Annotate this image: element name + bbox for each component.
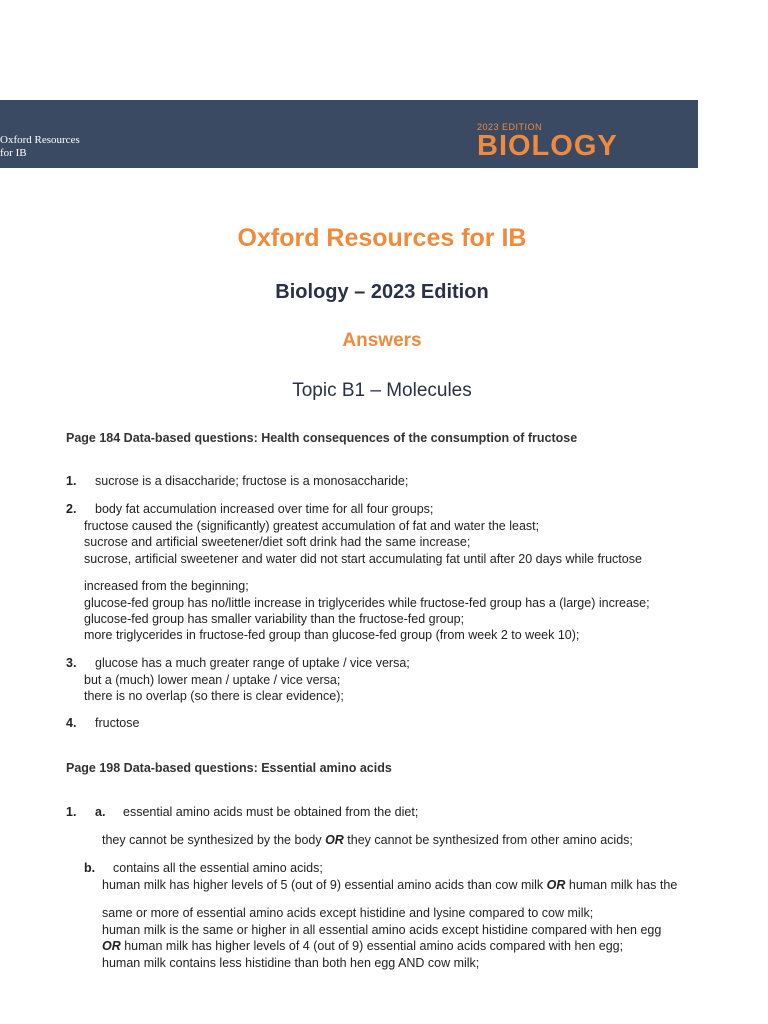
answer-line: sucrose is a disaccharide; fructose is a monosaccharide; — [95, 474, 409, 488]
answer-line: same or more of essential amino acids except histidine and lysine compared to cow milk; — [102, 906, 594, 920]
question-number-4: 4. — [66, 716, 77, 730]
section-heading-page-198: Page 198 Data-based questions: Essential amino acids — [66, 761, 392, 775]
answers-heading: Answers — [342, 330, 422, 351]
answer-line: they cannot be synthesized by the body OR they cannot be synthesized from other amino acids; — [102, 833, 633, 847]
publisher-logo-line2: for IB — [0, 147, 27, 159]
answer-line: sucrose, artificial sweetener and water did not start accumulating fat until after 20 days while fructose — [84, 552, 642, 566]
answer-line: glucose has a much greater range of uptake / vice versa; — [95, 656, 410, 670]
answer-line: human milk is the same or higher in all essential amino acids except histidine compared with hen egg — [102, 923, 662, 937]
edition-tag: 2023 EDITION — [477, 122, 543, 132]
answer-line: glucose-fed group has smaller variability than the fructose-fed group; — [84, 612, 465, 626]
sub-question-a: a. — [95, 805, 106, 819]
question-number-3: 3. — [66, 656, 77, 670]
topic-heading: Topic B1 – Molecules — [292, 380, 472, 401]
answer-line: contains all the essential amino acids; — [113, 861, 323, 875]
answer-line: fructose caused the (significantly) greatest accumulation of fat and water the least; — [84, 519, 540, 533]
brand-title: BIOLOGY — [477, 130, 618, 162]
biology-brand — [477, 122, 618, 160]
answer-line: fructose — [95, 716, 140, 730]
answer-line: but a (much) lower mean / uptake / vice versa; — [84, 673, 341, 687]
answer-line: human milk contains less histidine than both hen egg AND cow milk; — [102, 956, 480, 970]
answer-line: more triglycerides in fructose-fed group than glucose-fed group (from week 2 to week 10); — [84, 628, 580, 642]
document-title: Oxford Resources for IB — [237, 224, 527, 252]
answer-line: OR human milk has higher levels of 4 (out of 9) essential amino acids compared with hen egg; — [102, 939, 624, 953]
answer-line: human milk has higher levels of 5 (out of 9) essential amino acids than cow milk OR human milk has the — [102, 878, 678, 892]
question-number-1: 1. — [66, 805, 77, 819]
section-heading-page-184: Page 184 Data-based questions: Health consequences of the consumption of fructose — [66, 431, 578, 445]
answer-line: there is no overlap (so there is clear evidence); — [84, 689, 344, 703]
document-subtitle: Biology – 2023 Edition — [275, 281, 489, 303]
answer-line: sucrose and artificial sweetener/diet soft drink had the same increase; — [84, 535, 471, 549]
header-banner — [0, 100, 698, 168]
answer-line: increased from the beginning; — [84, 579, 249, 593]
question-number-2: 2. — [66, 502, 77, 516]
publisher-logo — [0, 134, 80, 160]
publisher-logo-line1: Oxford Resources — [0, 134, 80, 146]
question-number-1: 1. — [66, 474, 77, 488]
answer-line: body fat accumulation increased over time for all four groups; — [95, 502, 434, 516]
answer-line: glucose-fed group has no/little increase in triglycerides while fructose-fed group has a (large) increase; — [84, 596, 650, 610]
sub-question-b: b. — [84, 861, 96, 875]
answer-line: essential amino acids must be obtained from the diet; — [123, 805, 419, 819]
